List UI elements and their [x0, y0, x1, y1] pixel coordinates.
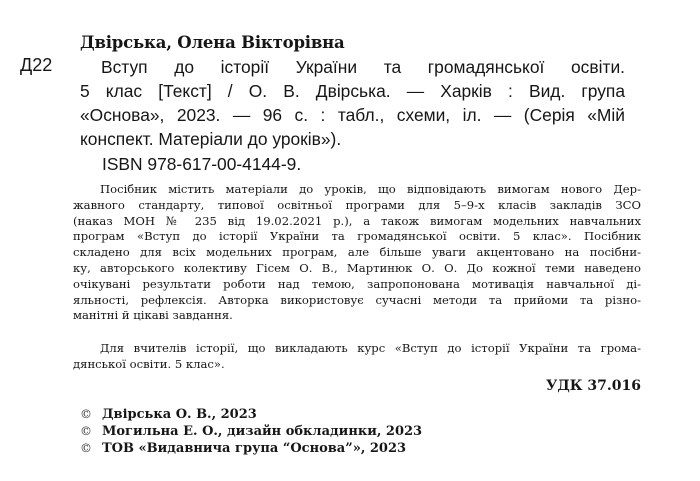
audience-line: дянської освіти. 5 клас».: [73, 356, 225, 371]
copyright-holder: ТОВ «Видавнича група “Основа”», 2023: [102, 441, 407, 456]
udk-code: УДК 37.016: [546, 378, 641, 394]
bibliographic-description: [80, 55, 625, 151]
abstract-line: яльності, рефлексія. Авторка використовує сучасні методи та прийоми та різно-: [73, 292, 641, 307]
abstract-line: жавного стандарту, типової освітньої програми для 5–9-х класів закладів ЗСО: [73, 197, 641, 212]
classification-code: Д22: [20, 55, 53, 75]
copyright-icon: ©: [80, 424, 92, 438]
copyright-holder: Двірська О. В., 2023: [102, 407, 257, 422]
abstract-line: Посібник містить матеріали до уроків, що відповідають вимогам нового Дер-: [100, 182, 641, 196]
copyright-list: [80, 406, 422, 457]
biblio-line: конспект. Матеріали до уроків»).: [80, 129, 342, 149]
abstract-line: ку, авторського колективу Гісем О. В., Мартинюк О. О. До кожної теми наведено: [73, 260, 641, 275]
abstract-line: очікувані результати роботи над темою, запропонована мотивація навчальної ді-: [73, 276, 641, 291]
abstract: [73, 182, 641, 324]
biblio-line: «Основа», 2023. — 96 с. : табл., схеми, іл. — (Серія «Мій: [80, 105, 625, 125]
biblio-line: 5 клас [Текст] / О. В. Двірська. — Харків : Вид. група: [80, 81, 625, 101]
target-audience: [73, 341, 641, 373]
copyright-holder: Могильна Е. О., дизайн обкладинки, 2023: [102, 424, 423, 439]
copyright-row: [80, 423, 422, 440]
audience-line: Для вчителів історії, що викладають курс «Вступ до історії України та грома-: [100, 341, 641, 355]
copyright-row: [80, 440, 422, 457]
copyright-icon: ©: [80, 407, 92, 421]
abstract-line: складено для всіх модельних програм, але більше уваги акцентовано на посібни-: [73, 245, 641, 260]
copyright-icon: ©: [80, 441, 92, 455]
abstract-line: програм «Вступ до історії України та громадянської освіти. 5 клас». Посібник: [73, 229, 641, 244]
copyright-row: [80, 406, 422, 423]
abstract-line: (наказ МОН № 235 від 19.02.2021 р.), а також вимогам модельних навчальних: [73, 213, 641, 228]
author-heading: Двірська, Олена Вікторівна: [80, 33, 345, 52]
isbn: ISBN 978-617-00-4144-9.: [102, 154, 302, 174]
biblio-line: Вступ до історії України та громадянської освіти.: [101, 57, 625, 77]
abstract-line: манітні й цікаві завдання.: [73, 308, 233, 323]
